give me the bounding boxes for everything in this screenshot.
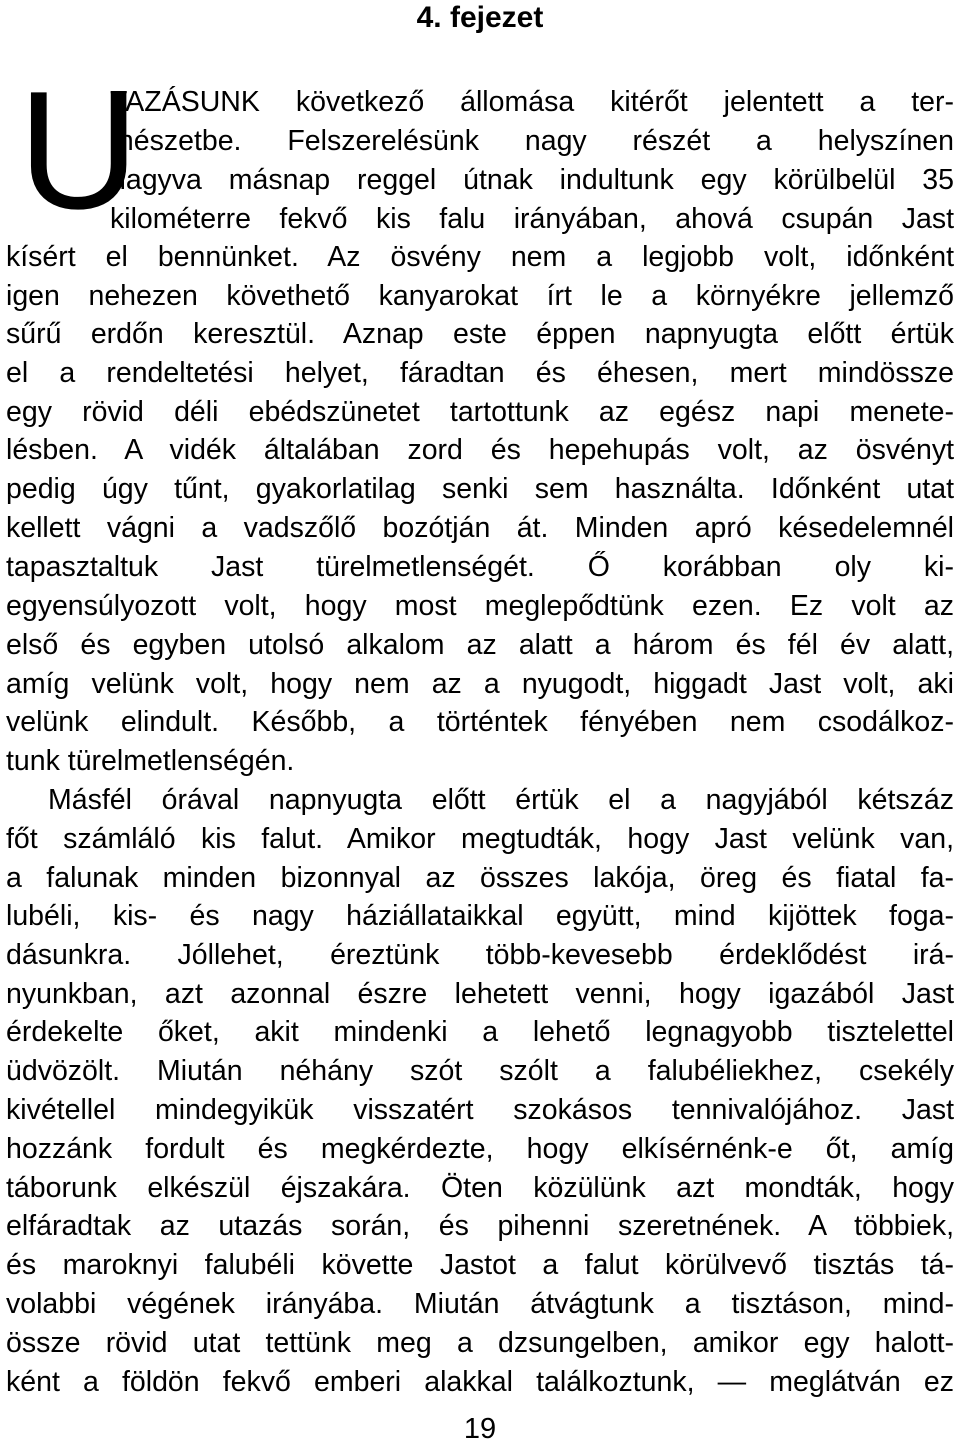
text-line: tapasztaltuk Jast türelmetlenségét. Ő korábban oly ki- [6, 551, 954, 583]
text-line: első és egyben utolsó alkalom az alatt a három és fél év alatt, [6, 629, 954, 661]
text-line: lésben. A vidék általában zord és hepehupás volt, az ösvényt [6, 434, 954, 466]
text-line: egyensúlyozott volt, hogy most meglepődtünk ezen. Ez volt az [6, 590, 954, 622]
text-line: TAZÁSUNK következő állomása kitérőt jelentett a ter- [110, 86, 954, 118]
page-number: 19 [463, 1413, 497, 1445]
text-line: kellett vágni a vadszőlő bozótján át. Minden apró késedelemnél [6, 512, 954, 544]
chapter-title: 4. fejezet [416, 1, 544, 34]
text-line: elfáradtak az utazás során, és pihenni szeretnének. A többiek, [6, 1210, 954, 1242]
text-line: igen nehezen követhető kanyarokat írt le a környékre jellemző [6, 280, 954, 312]
text-line: lubéli, kis- és nagy háziállataikkal együtt, mind kijöttek foga- [6, 900, 954, 932]
text-line: pedig úgy tűnt, gyakorlatilag senki sem használta. Időnként utat [6, 473, 954, 505]
text-line: főt számláló kis falut. Amikor megtudták, hogy Jast velünk van, [6, 823, 954, 855]
text-line: velünk elindult. Később, a történtek fényében nem csodálkoz- [6, 706, 954, 738]
text-line: érdekelte őket, akit mindenki a lehető legnagyobb tisztelettel [6, 1016, 954, 1048]
text-line: a falunak minden bizonnyal az összes lakója, öreg és fiatal fa- [6, 862, 954, 894]
text-line: volabbi végének irányába. Miután átvágtunk a tisztáson, mind- [6, 1288, 954, 1320]
text-line: kivétellel mindegyikük visszatért szokásos tennivalójához. Jast [6, 1094, 954, 1126]
drop-cap: U [18, 56, 140, 244]
text-line: hozzánk fordult és megkérdezte, hogy elkísérnénk-e őt, amíg [6, 1133, 954, 1165]
text-line: Másfél órával napnyugta előtt értük el a nagyjából kétszáz [48, 784, 954, 816]
text-line: üdvözölt. Miután néhány szót szólt a falubéliekhez, csekély [6, 1055, 954, 1087]
text-line: hagyva másnap reggel útnak indultunk egy körülbelül 35 [110, 164, 954, 196]
text-line: kilométerre fekvő kis falu irányában, ahová csupán Jast [110, 203, 954, 235]
text-line: dásunkra. Jóllehet, éreztünk több-kevesebb érdeklődést irá- [6, 939, 954, 971]
text-line: egy rövid déli ebédszünetet tartottunk az egész napi menete- [6, 396, 954, 428]
text-line: tunk türelmetlenségén. [6, 745, 295, 777]
text-line: sűrű erdőn keresztül. Aznap este éppen napnyugta előtt értük [6, 318, 954, 350]
text-line: amíg velünk volt, hogy nem az a nyugodt, higgadt Jast volt, aki [6, 668, 954, 700]
text-line: és maroknyi falubéli követte Jastot a falut körülvevő tisztás tá- [6, 1249, 954, 1281]
text-line: mészetbe. Felszerelésünk nagy részét a helyszínen [110, 125, 954, 157]
text-line: ként a földön fekvő emberi alakkal találkoztunk, — meglátván ez [6, 1366, 954, 1398]
text-line: kísért el bennünket. Az ösvény nem a legjobb volt, időnként [6, 241, 954, 273]
text-line: nyunkban, azt azonnal észre lehetett venni, hogy igazából Jast [6, 978, 954, 1010]
text-line: táborunk elkészül éjszakára. Öten közülünk azt mondták, hogy [6, 1172, 954, 1204]
text-line: el a rendeltetési helyet, fáradtan és éhesen, mert mindössze [6, 357, 954, 389]
text-line: össze rövid utat tettünk meg a dzsungelben, amikor egy halott- [6, 1327, 954, 1359]
